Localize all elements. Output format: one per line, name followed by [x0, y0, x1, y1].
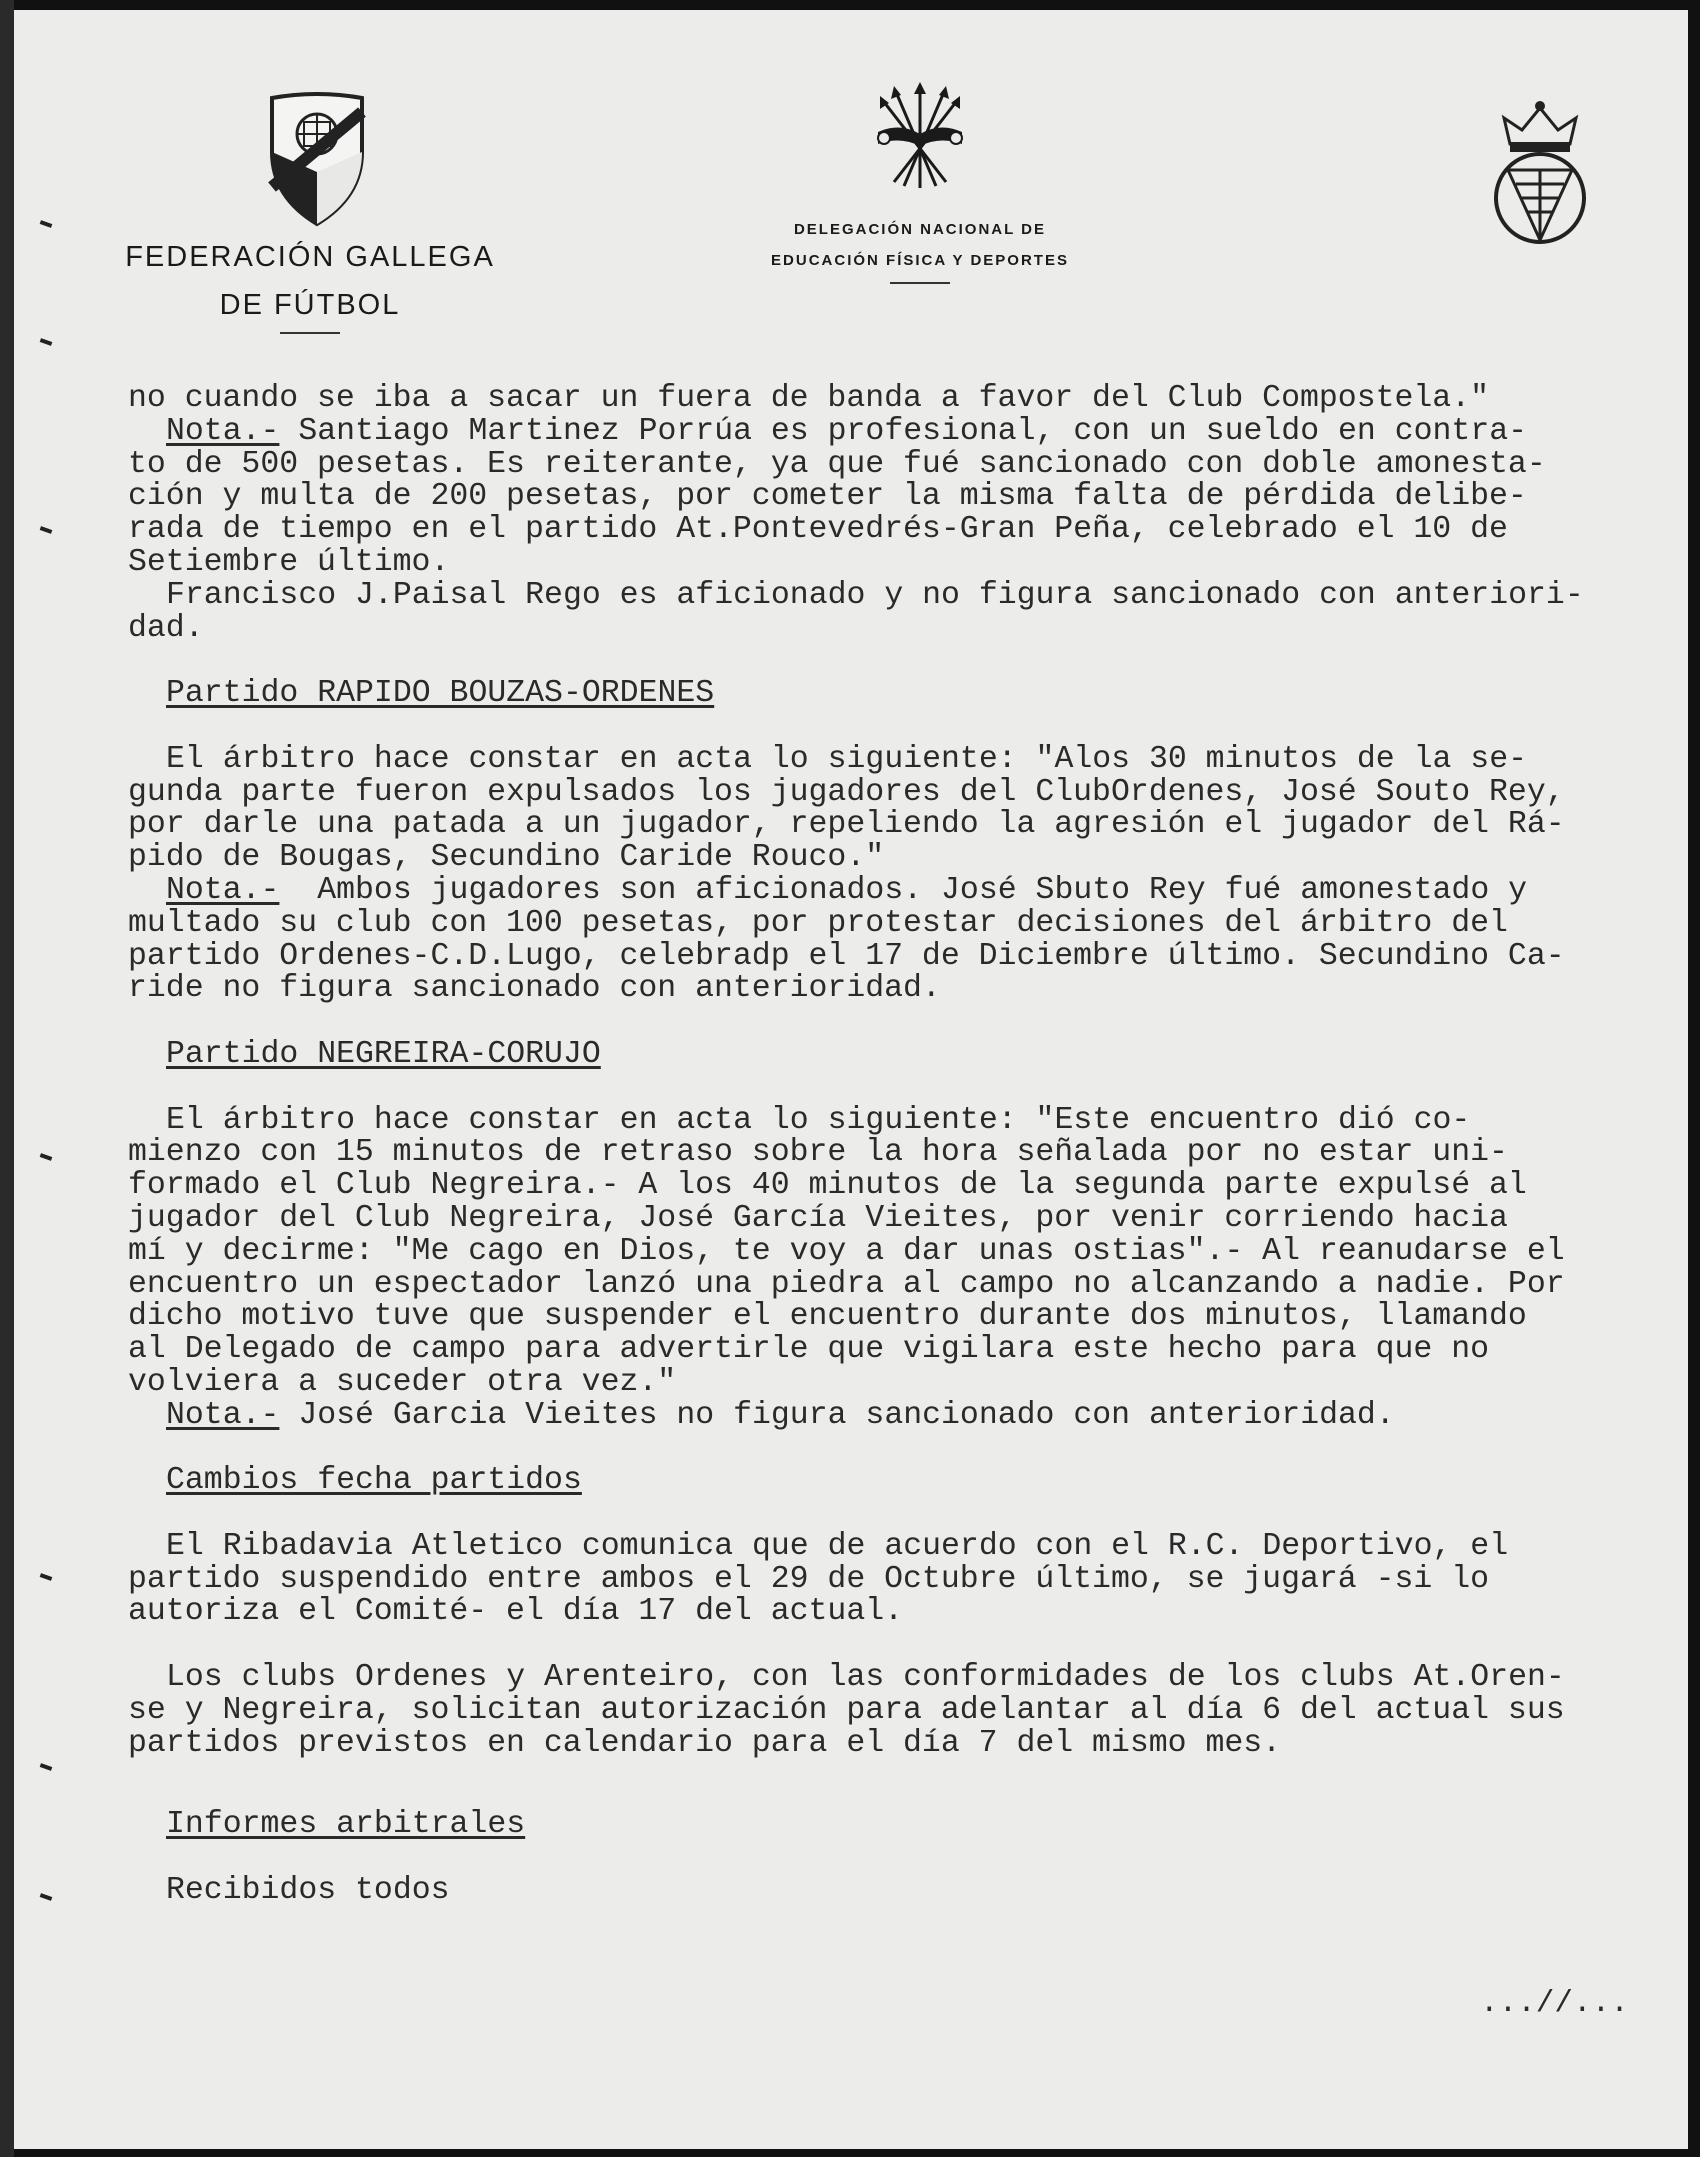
crowned-badge-icon — [1488, 100, 1592, 248]
section-line: El árbitro hace constar en acta lo siguiente: "Este encuentro dió co- — [166, 1102, 1471, 1138]
federation-name-line-2: DE FÚTBOL — [219, 289, 401, 321]
punch-mark — [40, 526, 53, 534]
section-line: por darle una patada a un jugador, repeliendo la agresión el jugador del Rá- — [128, 807, 1565, 843]
section-heading: Cambios fecha partidos — [166, 1463, 582, 1499]
section-line: autoriza el Comité- el día 17 del actual. — [128, 1594, 904, 1630]
note-label: Nota.- — [166, 872, 280, 908]
scan-border-right — [1688, 0, 1700, 2157]
section-note-line — [128, 1397, 1688, 1433]
section-line: partidos previstos en calendario para el día 7 del mismo mes. — [128, 1725, 1282, 1761]
section-line: Los clubs Ordenes y Arenteiro, con las conformidades de los clubs At.Oren- — [166, 1660, 1565, 1696]
punch-mark — [40, 1763, 53, 1771]
section-line: dicho motivo tuve que suspender el encuentro durante dos minutos, llamando — [128, 1299, 1527, 1335]
continuation-mark: ...//... — [1480, 1986, 1629, 2021]
section-line: pido de Bougas, Secundino Caride Rouco." — [128, 840, 885, 876]
intro-paragraph-line: Francisco J.Paisal Rego es aficionado y no figura sancionado con anteriori- — [166, 577, 1584, 613]
section-note-line: ride no figura sancionado con anterioridad. — [128, 971, 941, 1007]
scan-border-bottom — [0, 2149, 1700, 2157]
section-heading: Partido RAPIDO BOUZAS-ORDENES — [166, 676, 715, 712]
note-text: Santiago Martinez Porrúa es profesional, con un sueldo en contra- — [279, 413, 1528, 449]
scan-border-top — [0, 0, 1700, 10]
crowned-badge — [1488, 100, 1592, 253]
section-line: formado el Club Negreira.- A los 40 minutos de la segunda parte expulsé al — [128, 1168, 1527, 1204]
section-line: se y Negreira, solicitan autorización para adelantar al día 6 del actual sus — [128, 1692, 1565, 1728]
section-line: El árbitro hace constar en acta lo siguiente: "Alos 30 minutos de la se- — [166, 741, 1528, 777]
note-text: Ambos jugadores son aficionados. José Sbuto Rey fué amonestado y — [279, 872, 1528, 908]
section-line: jugador del Club Negreira, José García Vieites, por venir corriendo hacia — [128, 1200, 1508, 1236]
punch-mark — [40, 1893, 53, 1901]
section-line: partido suspendido entre ambos el 29 de Octubre último, se jugará -si lo — [128, 1561, 1490, 1597]
note-text: José Garcia Vieites no figura sancionado con anterioridad. — [279, 1397, 1395, 1433]
section-line: volviera a suceder otra vez." — [128, 1364, 677, 1400]
section-heading: Informes arbitrales — [166, 1807, 526, 1843]
typed-body — [128, 383, 1688, 1908]
punch-mark — [40, 1153, 53, 1161]
section-line: Recibidos todos — [166, 1872, 450, 1908]
delegation-name-line-2: EDUCACIÓN FÍSICA Y DEPORTES — [771, 252, 1069, 269]
intro-note-line — [128, 413, 1688, 449]
yoke-arrows-emblem-icon — [870, 82, 970, 194]
federation-name-line-1: FEDERACIÓN GALLEGA — [125, 241, 495, 273]
intro-note-line: rada de tiempo en el partido At.Pontevedrés-Gran Peña, celebrado el 10 de — [128, 512, 1508, 548]
section-note-line: multado su club con 100 pesetas, por protestar decisiones del árbitro del — [128, 905, 1508, 941]
intro-note-line: to de 500 pesetas. Es reiterante, ya que fué sancionado con doble amonesta- — [128, 446, 1546, 482]
punch-mark — [40, 1573, 53, 1581]
intro-note-line: Setiembre último. — [128, 544, 450, 580]
federation-header — [110, 92, 510, 334]
section-note-line — [128, 872, 1688, 908]
header-rule — [890, 282, 950, 284]
intro-paragraph-line: dad. — [128, 610, 204, 646]
section-heading: Partido NEGREIRA-CORUJO — [166, 1036, 601, 1072]
intro-line: no cuando se iba a sacar un fuera de banda a favor del Club Compostela." — [128, 381, 1490, 416]
section-line: mí y decirme: "Me cago en Dios, te voy a dar unas ostias".- Al reanudarse el — [128, 1233, 1565, 1269]
section-line: gunda parte fueron expulsados los jugadores del ClubOrdenes, José Souto Rey, — [128, 774, 1565, 810]
section-line: al Delegado de campo para advertirle que vigilara este hecho para que no — [128, 1332, 1490, 1368]
section-line: mienzo con 15 minutos de retraso sobre la hora señalada por no estar uni- — [128, 1135, 1508, 1171]
section-line: El Ribadavia Atletico comunica que de acuerdo con el R.C. Deportivo, el — [166, 1528, 1509, 1564]
header-rule — [280, 332, 340, 334]
intro-note-line: ción y multa de 200 pesetas, por cometer la misma falta de pérdida delibe- — [128, 479, 1527, 515]
note-label: Nota.- — [166, 413, 280, 449]
punch-mark — [40, 338, 53, 346]
scan-border-left — [0, 0, 14, 2157]
delegation-name-line-1: DELEGACIÓN NACIONAL DE — [793, 221, 1047, 238]
delegation-header — [700, 82, 1140, 284]
punch-mark — [40, 220, 53, 228]
section-line: encuentro un espectador lanzó una piedra al campo no alcanzando a nadie. Por — [128, 1266, 1565, 1302]
federation-shield-icon — [268, 92, 366, 228]
note-label: Nota.- — [166, 1397, 280, 1433]
section-note-line: partido Ordenes-C.D.Lugo, celebradp el 17 de Diciembre último. Secundino Ca- — [128, 938, 1565, 974]
